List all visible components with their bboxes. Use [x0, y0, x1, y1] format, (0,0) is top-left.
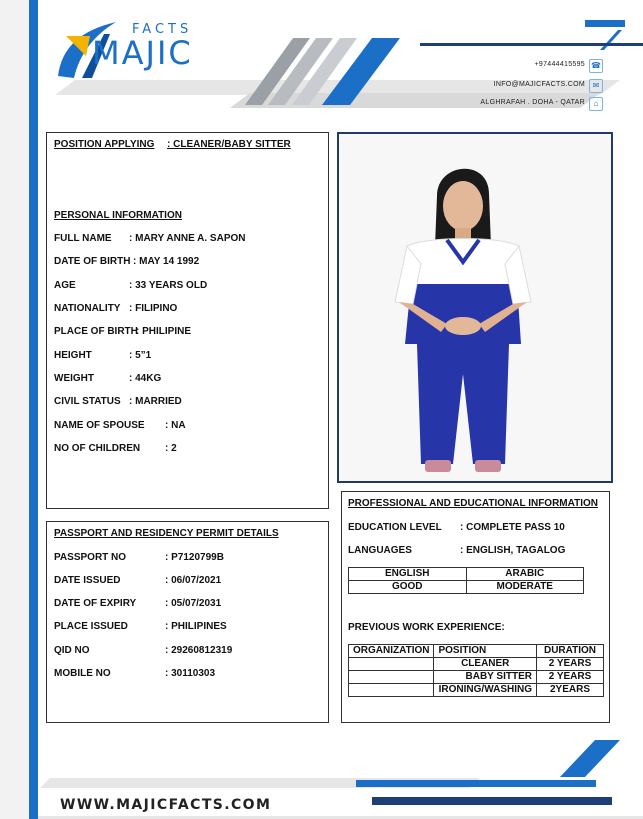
dob-label: DATE OF BIRTH [54, 256, 131, 267]
personal-info-box [46, 132, 329, 509]
professional-box [341, 491, 610, 723]
weight-label: WEIGHT [54, 373, 94, 384]
work-position-cell: BABY SITTER [434, 671, 537, 684]
spouse-value: : NA [165, 420, 186, 431]
work-position-cell: IRONING/WASHING [434, 684, 537, 697]
languages-label: LANGUAGES [348, 545, 412, 556]
work-heading: PREVIOUS WORK EXPERIENCE: [348, 622, 505, 633]
age-label: AGE [54, 280, 76, 291]
lang-header-english: ENGLISH [349, 568, 467, 581]
passport-no-label: PASSPORT NO [54, 552, 127, 563]
education-label: EDUCATION LEVEL [348, 522, 442, 533]
table-row [349, 658, 604, 671]
birthplace-value: : PHILIPINE [136, 326, 192, 337]
work-header-organization: ORGANIZATION [349, 645, 434, 658]
education-value: : COMPLETE PASS 10 [460, 522, 565, 533]
lang-value-arabic: MODERATE [466, 581, 584, 594]
work-org-cell [349, 671, 434, 684]
languages-value: : ENGLISH, TAGALOG [460, 545, 566, 556]
work-duration-cell: 2YEARS [537, 684, 604, 697]
qid-value: : 29260812319 [165, 645, 233, 656]
contact-address: ALGHRAFAH . DOHA - QATAR [480, 99, 585, 106]
mobile-label: MOBILE NO [54, 668, 111, 679]
nationality-value: : FILIPINO [129, 303, 178, 314]
work-header-position: POSITION [434, 645, 537, 658]
lang-value-english: GOOD [349, 581, 467, 594]
height-value: : 5”1 [129, 350, 152, 361]
full-name-value: : MARY ANNE A. SAPON [129, 233, 246, 244]
phone-icon: ☎ [589, 59, 603, 73]
passport-box [46, 521, 329, 723]
work-table [348, 644, 604, 697]
birthplace-label: PLACE OF BIRTH [54, 326, 138, 337]
weight-value: : 44KG [129, 373, 162, 384]
work-org-cell [349, 684, 434, 697]
person-photo-icon [339, 134, 611, 481]
personal-heading: PERSONAL INFORMATION [54, 210, 182, 221]
qid-label: QID NO [54, 645, 90, 656]
position-value: : CLEANER/BABY SITTER [167, 139, 291, 150]
position-label: POSITION APPLYING [54, 139, 155, 150]
work-duration-cell: 2 YEARS [537, 671, 604, 684]
work-position-cell: CLEANER [434, 658, 537, 671]
passport-heading: PASSPORT AND RESIDENCY PERMIT DETAILS [54, 528, 279, 539]
contact-email: INFO@MAJICFACTS.COM [493, 81, 585, 88]
logo-small-text: FACTS [132, 22, 193, 37]
date-issued-value: : 06/07/2021 [165, 575, 222, 586]
mobile-value: : 30110303 [165, 668, 216, 679]
passport-no-value: : P7120799B [165, 552, 224, 563]
civil-status-label: CIVIL STATUS [54, 396, 121, 407]
children-label: NO OF CHILDREN [54, 443, 141, 454]
lang-header-arabic: ARABIC [466, 568, 584, 581]
children-value: : 2 [165, 443, 177, 454]
table-row [349, 671, 604, 684]
spouse-label: NAME OF SPOUSE [54, 420, 145, 431]
age-value: : 33 YEARS OLD [129, 280, 208, 291]
date-expiry-value: : 05/07/2031 [165, 598, 222, 609]
table-row [349, 568, 584, 581]
work-org-cell [349, 658, 434, 671]
date-expiry-label: DATE OF EXPIRY [54, 598, 137, 609]
contact-phone: +97444415595 [534, 61, 585, 68]
left-accent-stripe [29, 0, 38, 819]
place-issued-label: PLACE ISSUED [54, 621, 128, 632]
professional-heading: PROFESSIONAL AND EDUCATIONAL INFORMATION [348, 498, 598, 509]
home-icon: ⌂ [589, 97, 603, 111]
height-label: HEIGHT [54, 350, 92, 361]
date-issued-label: DATE ISSUED [54, 575, 121, 586]
table-row [349, 645, 604, 658]
full-name-label: FULL NAME [54, 233, 112, 244]
nationality-label: NATIONALITY [54, 303, 121, 314]
work-duration-cell: 2 YEARS [537, 658, 604, 671]
work-header-duration: DURATION [537, 645, 604, 658]
civil-status-value: : MARRIED [129, 396, 182, 407]
table-row [349, 581, 584, 594]
applicant-photo [337, 132, 613, 483]
footer-website: WWW.MAJICFACTS.COM [60, 797, 272, 813]
table-row [349, 684, 604, 697]
place-issued-value: : PHILIPINES [165, 621, 227, 632]
language-table [348, 567, 584, 594]
envelope-icon: ✉ [589, 79, 603, 93]
logo-large-text: MAJIC [92, 34, 193, 72]
dob-value: : MAY 14 1992 [133, 256, 200, 267]
